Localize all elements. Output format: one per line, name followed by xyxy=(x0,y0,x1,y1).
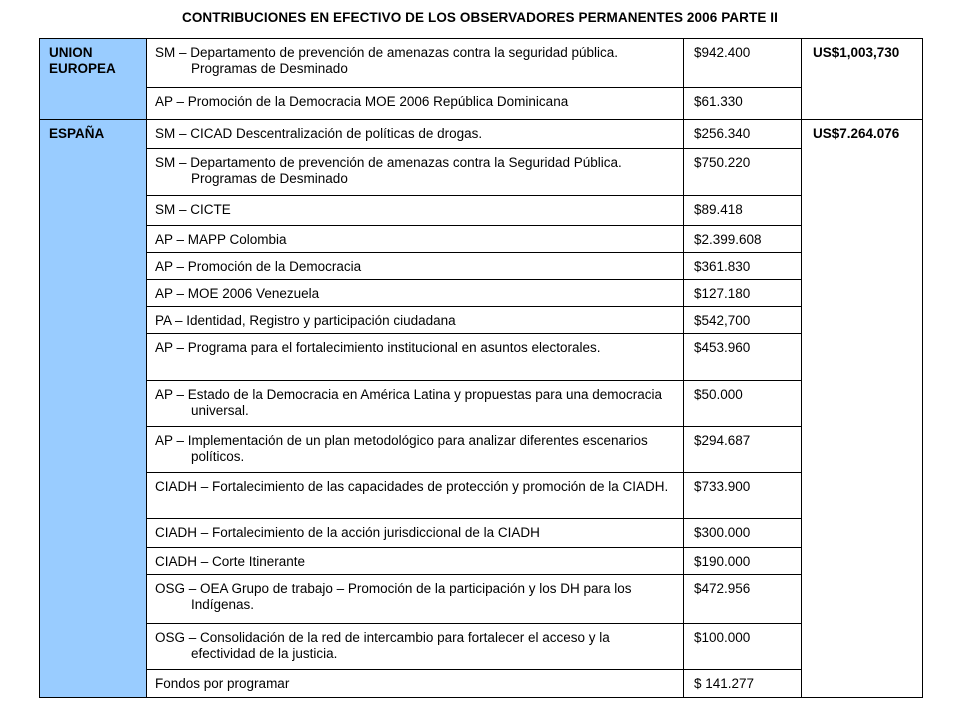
amount-cell: $ 141.277 xyxy=(684,670,802,698)
project-cell: AP – MOE 2006 Venezuela xyxy=(147,280,684,307)
project-cell: AP – Promoción de la Democracia xyxy=(147,253,684,280)
table-row xyxy=(40,253,923,280)
table-row xyxy=(40,670,923,698)
table-row xyxy=(40,575,923,624)
amount-cell: $50.000 xyxy=(684,381,802,427)
amount-cell: $256.340 xyxy=(684,120,802,149)
table-row xyxy=(40,473,923,519)
amount-cell: $100.000 xyxy=(684,624,802,670)
table-row xyxy=(40,624,923,670)
project-cell: SM – CICAD Descentralización de políticas de drogas. xyxy=(147,120,684,149)
table-row xyxy=(40,88,923,120)
table-row xyxy=(40,381,923,427)
amount-cell: $294.687 xyxy=(684,427,802,473)
project-cell: OSG – OEA Grupo de trabajo – Promoción de la participación y los DH para los Indígenas. xyxy=(147,575,684,624)
table-row xyxy=(40,120,923,149)
amount-cell: $542,700 xyxy=(684,307,802,334)
total-cell: US$1,003,730 xyxy=(802,39,923,120)
project-cell: CIADH – Fortalecimiento de las capacidades de protección y promoción de la CIADH. xyxy=(147,473,684,519)
table-row xyxy=(40,226,923,253)
project-cell: OSG – Consolidación de la red de intercambio para fortalecer el acceso y la efectividad de la justicia. xyxy=(147,624,684,670)
amount-cell: $750.220 xyxy=(684,149,802,196)
project-cell: SM – Departamento de prevención de amenazas contra la seguridad pública. Programas de Desminado xyxy=(147,39,684,88)
amount-cell: $361.830 xyxy=(684,253,802,280)
amount-cell: $61.330 xyxy=(684,88,802,120)
page-title: CONTRIBUCIONES EN EFECTIVO DE LOS OBSERVADORES PERMANENTES 2006 PARTE II xyxy=(181,10,779,25)
amount-cell: $190.000 xyxy=(684,548,802,575)
table-row xyxy=(40,149,923,196)
amount-cell: $733.900 xyxy=(684,473,802,519)
project-cell: AP – Promoción de la Democracia MOE 2006 República Dominicana xyxy=(147,88,684,120)
table-row xyxy=(40,427,923,473)
project-cell: CIADH – Fortalecimiento de la acción jurisdiccional de la CIADH xyxy=(147,519,684,548)
project-cell: SM – Departamento de prevención de amenazas contra la Seguridad Pública. Programas de Desminado xyxy=(147,149,684,196)
table-row xyxy=(40,334,923,381)
project-cell: PA – Identidad, Registro y participación ciudadana xyxy=(147,307,684,334)
table-row xyxy=(40,307,923,334)
project-cell: AP – Estado de la Democracia en América Latina y propuestas para una democracia universal. xyxy=(147,381,684,427)
amount-cell: $89.418 xyxy=(684,196,802,226)
table-row xyxy=(40,548,923,575)
project-cell: AP – Programa para el fortalecimiento institucional en asuntos electorales. xyxy=(147,334,684,381)
contributions-table xyxy=(39,38,923,698)
project-cell: AP – Implementación de un plan metodológico para analizar diferentes escenarios políticos. xyxy=(147,427,684,473)
country-cell: ESPAÑA xyxy=(40,120,147,698)
amount-cell: $472.956 xyxy=(684,575,802,624)
project-cell: AP – MAPP Colombia xyxy=(147,226,684,253)
project-cell: Fondos por programar xyxy=(147,670,684,698)
project-cell: SM – CICTE xyxy=(147,196,684,226)
project-cell: CIADH – Corte Itinerante xyxy=(147,548,684,575)
table-row xyxy=(40,519,923,548)
total-cell: US$7.264.076 xyxy=(802,120,923,698)
table-row xyxy=(40,280,923,307)
amount-cell: $300.000 xyxy=(684,519,802,548)
amount-cell: $942.400 xyxy=(684,39,802,88)
table-row xyxy=(40,196,923,226)
amount-cell: $453.960 xyxy=(684,334,802,381)
country-cell: UNION EUROPEA xyxy=(40,39,147,120)
amount-cell: $127.180 xyxy=(684,280,802,307)
amount-cell: $2.399.608 xyxy=(684,226,802,253)
table-row xyxy=(40,39,923,88)
